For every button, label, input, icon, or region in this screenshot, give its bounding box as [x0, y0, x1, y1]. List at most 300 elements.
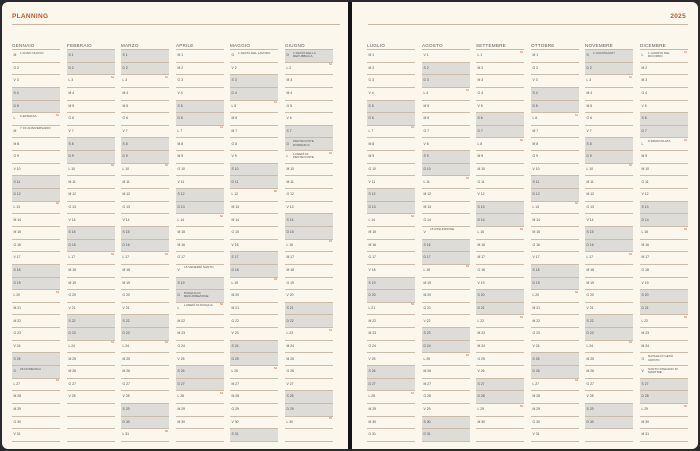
day-row: [285, 303, 333, 316]
day-label: G 13: [68, 204, 76, 209]
day-label: M 21: [231, 306, 240, 310]
day-label: M 26: [68, 369, 77, 374]
day-row: [476, 417, 524, 430]
day-row: [176, 366, 224, 379]
day-label: V 7: [122, 129, 128, 134]
week-number: S2: [465, 177, 469, 180]
day-row: [67, 75, 115, 88]
day-label: V 28: [68, 394, 76, 399]
month-name: GENNAIO: [12, 42, 60, 50]
week-number: S4: [164, 341, 168, 345]
day-label: L 22: [477, 318, 484, 323]
day-label: M 26: [122, 369, 131, 374]
day-label: D 7: [477, 129, 483, 134]
day-row: [640, 341, 688, 354]
day-row: [585, 63, 633, 76]
day-label: G 16: [13, 242, 21, 247]
day-label: S 2: [423, 65, 429, 70]
day-label: M 3: [641, 78, 648, 83]
day-label: M 23: [477, 331, 486, 336]
week-number: S1: [273, 101, 277, 105]
day-row: [531, 240, 579, 253]
day-label: M 18: [68, 268, 77, 273]
day-label: D 9: [586, 154, 592, 159]
week-number: S2: [628, 164, 632, 168]
day-label: S 10: [231, 166, 239, 171]
day-row: [285, 151, 333, 164]
week-number: S4: [219, 391, 223, 395]
day-label: S 25: [13, 356, 21, 361]
day-row: [367, 429, 415, 442]
day-row: [12, 202, 60, 215]
day-row: [640, 278, 688, 291]
day-row: [585, 391, 633, 404]
day-label: G 17: [177, 255, 185, 260]
day-label: S 3: [231, 78, 237, 83]
day-row: [640, 290, 688, 303]
day-row: [585, 214, 633, 227]
month-name: FEBBRAIO: [67, 42, 115, 50]
day-label: V 6: [286, 116, 292, 121]
day-row: [12, 328, 60, 341]
day-label: V 8: [423, 141, 429, 146]
day-row: [121, 50, 169, 63]
day-label: D 21: [477, 306, 485, 310]
day-label: G 18: [641, 268, 649, 273]
day-row: [121, 341, 169, 354]
day-label: M 5: [68, 103, 75, 108]
day-label: M 2: [177, 65, 184, 70]
day-label: V 29: [423, 407, 431, 412]
month-name: MAGGIO: [230, 42, 278, 50]
week-number: S3: [219, 303, 223, 307]
day-row: [176, 151, 224, 164]
day-label: M 5: [586, 103, 593, 108]
day-row: [121, 278, 169, 291]
day-label: M 9: [177, 154, 184, 159]
day-label: D 28: [641, 394, 649, 399]
day-row: [121, 63, 169, 76]
day-row: [367, 328, 415, 341]
left-page: [2, 2, 348, 449]
weekday-letter: D: [286, 141, 289, 146]
day-label: V 25: [368, 356, 376, 361]
day-label: V 13: [286, 204, 294, 209]
day-row: [422, 366, 470, 379]
week-number: S4: [273, 366, 277, 370]
day-label: S 17: [231, 255, 239, 260]
day-row: [585, 278, 633, 291]
day-row: [422, 353, 470, 366]
day-label: S 29: [586, 407, 594, 412]
day-row: [476, 328, 524, 341]
day-label: G 3: [177, 78, 183, 83]
day-label: L 2: [286, 65, 292, 70]
holiday-label: 18 VENERDÌ SANTO: [184, 265, 214, 270]
day-row: [121, 303, 169, 316]
day-label: M 14: [231, 217, 240, 222]
holiday-label: 1 OGNISSANTI: [593, 50, 615, 55]
day-row: [422, 151, 470, 164]
day-row: [176, 50, 224, 63]
day-label: M 30: [177, 419, 186, 424]
day-label: S 13: [477, 204, 485, 209]
day-label: G 20: [68, 293, 76, 298]
day-row: [531, 88, 579, 101]
day-label: M 2: [477, 65, 484, 70]
day-label: D 14: [641, 217, 649, 222]
month-column: [12, 42, 60, 442]
title-rule: [368, 24, 688, 25]
day-label: M 8: [13, 141, 20, 146]
day-label: M 17: [286, 255, 295, 260]
week-number: S2: [273, 189, 277, 193]
day-row: [531, 404, 579, 417]
planner-spread: [2, 2, 698, 449]
day-label: D 16: [122, 242, 130, 247]
day-row: [12, 391, 60, 404]
day-row: [121, 113, 169, 126]
day-label: D 23: [122, 331, 130, 336]
day-row: [585, 227, 633, 240]
day-row: [12, 429, 60, 442]
week-number: S4: [110, 341, 114, 345]
day-row: [422, 176, 470, 189]
month-column: [67, 42, 115, 442]
day-label: M 23: [177, 331, 186, 336]
day-label: D 23: [68, 331, 76, 336]
day-label: V 10: [13, 166, 21, 171]
month-column: [422, 42, 470, 442]
day-row: [12, 290, 60, 303]
day-label: G 12: [286, 192, 294, 197]
day-label: L 24: [68, 343, 75, 348]
day-row: [176, 63, 224, 76]
day-row: [67, 227, 115, 240]
day-row: [640, 227, 688, 240]
day-label: M 16: [477, 242, 486, 247]
day-label: M 11: [286, 179, 294, 184]
day-label: M 11: [122, 179, 130, 184]
day-row: [476, 151, 524, 164]
day-row: [422, 113, 470, 126]
day-label: S 16: [423, 242, 431, 247]
day-row: [285, 189, 333, 202]
day-label: G 11: [641, 179, 649, 184]
day-row: [367, 214, 415, 227]
day-label: S 8: [122, 141, 128, 146]
day-label: L 17: [68, 255, 75, 260]
day-row: [531, 138, 579, 151]
day-label: S 20: [477, 293, 485, 298]
day-label: V 7: [68, 129, 74, 134]
day-row: [476, 126, 524, 139]
day-label: G 22: [231, 318, 239, 323]
week-number: S4: [410, 391, 414, 395]
day-row: [367, 404, 415, 417]
day-row: [121, 202, 169, 215]
week-number: S1: [219, 126, 223, 130]
day-label: M 22: [177, 318, 186, 323]
day-row: [531, 417, 579, 430]
day-row: [67, 290, 115, 303]
day-label: M 4: [122, 91, 129, 96]
day-label: G 13: [122, 204, 130, 209]
day-label: V 9: [231, 154, 237, 159]
day-row: [422, 303, 470, 316]
day-label: G 10: [177, 166, 185, 171]
day-row: [585, 202, 633, 215]
day-label: V 5: [477, 103, 483, 108]
day-row: [476, 227, 524, 240]
day-row: [585, 189, 633, 202]
month-name: NOVEMBRE: [585, 42, 633, 50]
week-number: S5: [328, 417, 332, 421]
day-row: [230, 227, 278, 240]
day-row: [422, 126, 470, 139]
day-row: [422, 88, 470, 101]
day-row: [67, 50, 115, 63]
week-number: S3: [328, 240, 332, 244]
day-row: [585, 75, 633, 88]
holiday-label: 15 ASSUNZIONE: [430, 227, 455, 232]
day-row: [585, 303, 633, 316]
day-label: D 19: [532, 280, 540, 285]
month-name: DICEMBRE: [640, 42, 688, 50]
day-label: M 2: [368, 65, 375, 70]
day-row: [476, 176, 524, 189]
day-label: L 29: [477, 407, 484, 412]
day-row: [176, 126, 224, 139]
day-label: S 26: [177, 369, 185, 374]
day-row: [12, 366, 60, 379]
day-label: M 9: [477, 154, 484, 159]
month-column: [476, 42, 524, 442]
day-label: M 13: [423, 204, 432, 209]
day-row: [12, 50, 60, 63]
day-row: [67, 303, 115, 316]
day-label: V 10: [532, 166, 540, 171]
day-label: D 23: [586, 331, 594, 336]
day-row: [67, 63, 115, 76]
week-number: S4: [519, 316, 523, 320]
day-row: [531, 290, 579, 303]
day-row: [121, 101, 169, 114]
day-row: [285, 391, 333, 404]
day-row: [531, 214, 579, 227]
day-label: V 17: [532, 255, 540, 260]
day-label: G 23: [13, 331, 21, 336]
day-label: V 4: [368, 91, 374, 96]
day-label: M 19: [423, 280, 432, 285]
day-label: S 6: [477, 116, 483, 121]
day-row: [285, 278, 333, 291]
day-label: D 4: [231, 91, 237, 96]
weekday-letter: D: [13, 369, 16, 374]
day-row: [367, 290, 415, 303]
day-label: G 26: [286, 369, 294, 374]
day-row: [121, 290, 169, 303]
day-row: [531, 63, 579, 76]
day-row: [585, 50, 633, 63]
day-label: M 21: [13, 306, 22, 310]
day-row: [422, 328, 470, 341]
day-row: [640, 315, 688, 328]
day-label: L 14: [177, 217, 184, 222]
day-row: [67, 366, 115, 379]
day-label: D 2: [122, 65, 128, 70]
day-row: [12, 138, 60, 151]
day-label: L 7: [368, 129, 374, 134]
day-row: [12, 176, 60, 189]
day-label: L 15: [477, 230, 484, 235]
day-row: [531, 113, 579, 126]
day-label: M 4: [68, 91, 75, 96]
day-label: M 22: [13, 318, 22, 323]
day-label: G 8: [231, 141, 237, 146]
day-label: S 18: [13, 268, 21, 273]
day-row: [367, 379, 415, 392]
day-label: M 10: [641, 166, 650, 171]
day-label: D 14: [477, 217, 485, 222]
day-label: L 29: [641, 407, 648, 412]
day-row: [585, 164, 633, 177]
day-label: G 30: [13, 419, 21, 424]
day-row: [531, 252, 579, 265]
day-label: G 30: [532, 419, 540, 424]
day-label: D 22: [286, 318, 294, 323]
day-label: M 25: [68, 356, 77, 361]
day-label: M 12: [122, 192, 131, 197]
day-label: M 16: [177, 242, 186, 247]
day-label: V 24: [13, 343, 21, 348]
day-row: [585, 176, 633, 189]
day-label: S 4: [13, 91, 19, 96]
day-row: [367, 353, 415, 366]
day-row: [367, 391, 415, 404]
day-row: [367, 164, 415, 177]
day-label: S 31: [231, 432, 239, 437]
day-row: [121, 328, 169, 341]
day-row: [585, 252, 633, 265]
day-label: M 30: [368, 419, 377, 424]
day-label: M 22: [532, 318, 541, 323]
day-label: S 9: [423, 154, 429, 159]
day-row: [367, 189, 415, 202]
day-label: D 25: [231, 356, 239, 361]
day-row: [176, 189, 224, 202]
day-row: [285, 176, 333, 189]
day-label: V 14: [122, 217, 130, 222]
holiday-label: LUNEDÌ DI PENTECOSTE: [293, 151, 314, 160]
week-number: S2: [55, 202, 59, 206]
week-number: S2: [519, 139, 523, 143]
day-label: D 30: [122, 419, 130, 424]
day-label: G 27: [68, 381, 76, 386]
day-label: D 6: [368, 116, 374, 121]
holiday-label: 7 XX ANNIVERSARIO: [20, 126, 51, 131]
day-row: [422, 63, 470, 76]
week-number: S1: [55, 113, 59, 117]
day-label: M 31: [641, 432, 650, 437]
day-label: S 19: [177, 280, 185, 285]
day-row: [585, 328, 633, 341]
day-label: M 25: [586, 356, 595, 361]
holiday-label: 26 DOMENICA: [20, 366, 41, 371]
day-row: [585, 429, 633, 442]
day-label: M 12: [586, 192, 595, 197]
week-number: S1: [465, 88, 469, 92]
day-label: L 13: [532, 204, 539, 209]
day-label: L 21: [368, 306, 375, 310]
day-label: M 8: [177, 141, 184, 146]
day-row: [367, 202, 415, 215]
day-row: [12, 75, 60, 88]
week-number: S5: [164, 429, 168, 433]
day-label: M 29: [368, 407, 377, 412]
day-label: M 15: [368, 230, 377, 235]
day-row: [585, 366, 633, 379]
day-label: L 19: [231, 280, 238, 285]
day-label: V 2: [231, 65, 237, 70]
day-row: [285, 366, 333, 379]
day-row: [367, 50, 415, 63]
weekday-letter: D: [177, 293, 180, 298]
day-label: M 25: [122, 356, 131, 361]
day-row: [476, 101, 524, 114]
day-row: [67, 88, 115, 101]
day-label: S 20: [641, 293, 649, 298]
weekday-letter: L: [641, 53, 644, 58]
day-label: G 25: [477, 356, 485, 361]
day-label: M 23: [641, 331, 650, 336]
day-label: M 9: [368, 154, 375, 159]
right-page: [352, 2, 698, 449]
year-label: 2025: [670, 13, 686, 20]
day-label: S 15: [68, 230, 76, 235]
day-label: M 16: [368, 242, 377, 247]
day-row: [12, 227, 60, 240]
day-row: [476, 341, 524, 354]
week-number: S3: [55, 290, 59, 294]
weekday-letter: V: [641, 369, 644, 374]
day-label: M 13: [231, 204, 240, 209]
day-label: L 7: [177, 129, 183, 134]
day-row: [67, 391, 115, 404]
day-label: S 4: [532, 91, 538, 96]
day-row: [367, 341, 415, 354]
day-row: [121, 404, 169, 417]
day-label: S 5: [368, 103, 374, 108]
week-number: S1: [574, 113, 578, 117]
day-label: V 27: [286, 381, 294, 386]
day-label: V 28: [122, 394, 130, 399]
day-label: S 22: [586, 318, 594, 323]
day-row: [176, 176, 224, 189]
day-label: G 14: [423, 217, 431, 222]
weekday-letter: L: [641, 141, 644, 146]
day-row: [367, 366, 415, 379]
day-row: [531, 315, 579, 328]
day-label: L 8: [477, 141, 483, 146]
day-row: [12, 164, 60, 177]
day-row: [121, 366, 169, 379]
day-row: [531, 278, 579, 291]
week-number: S2: [328, 151, 332, 155]
day-label: M 10: [286, 166, 295, 171]
day-row: [531, 227, 579, 240]
day-label: D 29: [286, 407, 294, 412]
